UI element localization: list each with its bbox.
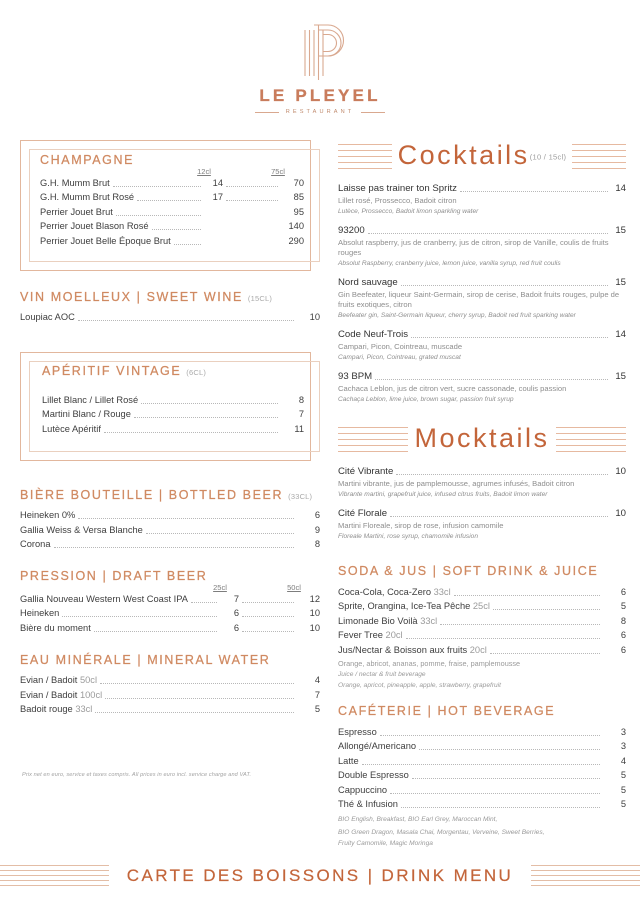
item-price: 11 (294, 423, 304, 434)
item-price: 3 (620, 741, 626, 751)
brand-name: LE PLEYEL (259, 86, 381, 105)
bottled-beer-section (20, 488, 320, 552)
footer-title: CARTE DES BOISSONS | DRINK MENU (126, 865, 514, 885)
menu-row (20, 538, 320, 551)
cocktail-description-en: Cachaça Leblon, lime juice, brown sugar, passion fruit syrup (338, 396, 514, 403)
leader-dots (62, 616, 217, 617)
item-price: 7 (314, 689, 320, 700)
leader-dots (368, 233, 608, 234)
leader-dots (406, 638, 600, 639)
cocktail-description-en: Campari, Picon, Cointreau, grated muscat (338, 354, 461, 361)
leader-dots (78, 518, 294, 519)
leader-dots (105, 698, 294, 699)
hot-sub-line2: BIO Green Dragon, Masala Chai, Morgentau, Verveine, Sweet Berries, (338, 829, 545, 836)
price-note: Prix net en euro, service et taxes compris. All prices in euro incl. service charge and VAT. (22, 772, 252, 778)
draft-beer-list (20, 593, 320, 635)
cocktail-item (338, 225, 626, 268)
lp-monogram-icon (292, 22, 348, 84)
cocktail-item (338, 183, 626, 216)
leader-dots (440, 624, 600, 625)
cocktail-name: Laisse pas trainer ton Spritz (338, 183, 457, 194)
item-name: Evian / Badoit 50cl (20, 675, 98, 685)
item-volume: 25cl (472, 601, 490, 611)
left-column (20, 140, 320, 716)
leader-dots (390, 516, 608, 517)
item-price: 8 (298, 394, 304, 405)
cocktail-item (338, 329, 626, 362)
leader-dots (152, 229, 201, 230)
item-price-large: 95 (293, 206, 304, 217)
champagne-list (40, 177, 304, 248)
item-price-small: 17 (212, 192, 223, 202)
cocktail-description-fr: Martini vibrante, jus de pamplemousse, agrumes infusés, Badoit citron (338, 479, 575, 488)
item-name: Double Espresso (338, 770, 409, 780)
menu-row (42, 394, 304, 407)
leader-dots (95, 712, 294, 713)
footer-lines-left (0, 865, 109, 886)
brand-logo (0, 22, 640, 115)
leader-dots-secondary (242, 631, 294, 632)
leader-dots (104, 432, 278, 433)
item-price: 3 (620, 726, 626, 737)
cocktail-item (338, 277, 626, 320)
item-name: Evian / Badoit 100cl (20, 689, 103, 700)
item-price: 5 (620, 770, 626, 780)
leader-dots (78, 320, 294, 321)
leader-dots (401, 807, 600, 808)
leader-dots (94, 631, 217, 632)
item-name: Lillet Blanc / Lillet Rosé (42, 394, 139, 405)
item-price-small: 14 (212, 177, 223, 188)
menu-row (42, 423, 304, 436)
leader-dots (411, 337, 608, 338)
rule-left (255, 112, 279, 113)
soda-heading: SODA & JUS | SOFT DRINK & JUICE (338, 564, 599, 578)
item-price-large: 70 (293, 177, 304, 188)
draft-col-50cl: 50cl (287, 583, 301, 592)
item-name: Perrier Jouet Belle Époque Brut (40, 235, 171, 246)
cocktail-price: 14 (615, 329, 626, 340)
right-column (338, 140, 626, 848)
leader-dots (380, 735, 600, 736)
item-price-large: 290 (288, 235, 304, 246)
item-price-large: 12 (309, 593, 320, 604)
menu-row (40, 177, 304, 190)
rule-right (361, 112, 385, 113)
leader-dots-secondary (242, 602, 294, 603)
leader-dots (134, 417, 278, 418)
soda-section (338, 564, 626, 690)
mineral-water-list (20, 674, 320, 716)
cocktail-price: 15 (615, 225, 626, 236)
champagne-col-75cl: 75cl (271, 167, 285, 176)
footer-lines-right (531, 865, 640, 886)
menu-row (338, 615, 626, 628)
hot-beverage-heading: CAFÉTERIE | HOT BEVERAGE (338, 704, 556, 718)
leader-dots-secondary (226, 200, 278, 201)
sweet-wine-volume: (15CL) (247, 293, 273, 303)
item-price-small: 6 (233, 608, 239, 618)
item-name: Thé & Infusion (338, 799, 398, 809)
item-name: Bière du moment (20, 622, 91, 633)
leader-dots-secondary (226, 215, 278, 216)
menu-row (338, 600, 626, 613)
item-name: Espresso (338, 726, 377, 737)
item-name: Jus/Nectar & Boisson aux fruits 20cl (338, 644, 487, 655)
menu-row (42, 408, 304, 421)
leader-dots (396, 474, 608, 475)
leader-dots (100, 683, 294, 684)
cocktail-price: 15 (615, 277, 626, 288)
leader-dots (490, 653, 600, 654)
cocktail-price: 14 (615, 183, 626, 194)
cocktail-description-en: Lutèce, Prossecco, Badoit limon sparkling water (338, 208, 479, 215)
cocktail-description-en: Beefeater gin, Saint-Germain liqueur, cherry syrup, Badoit red fruit sparking water (338, 312, 576, 319)
item-price: 4 (620, 755, 626, 766)
item-price-small: 6 (233, 622, 239, 633)
bottled-beer-heading-text: BIÈRE BOUTEILLE | BOTTLED BEER (20, 487, 284, 502)
aperitif-section (20, 352, 320, 452)
cocktail-description-fr: Campari, Picon, Cointreau, muscade (338, 342, 463, 351)
item-name: Gallia Nouveau Western West Coast IPA (20, 593, 188, 604)
menu-row (338, 726, 626, 739)
item-name: Sprite, Orangina, Ice-Tea Pêche 25cl (338, 601, 490, 611)
menu-row (338, 769, 626, 782)
brand-subtitle: RESTAURANT (285, 109, 355, 115)
menu-row (40, 235, 304, 248)
cocktail-description-en: Floreale Martini, rose syrup, chamomile infusion (338, 533, 478, 540)
item-name: Coca-Cola, Coca-Zero 33cl (338, 586, 451, 597)
menu-row (338, 586, 626, 599)
item-price: 8 (314, 539, 320, 549)
leader-dots (146, 533, 294, 534)
cocktail-name: Cité Vibrante (338, 466, 394, 477)
cocktails-title (338, 140, 626, 171)
item-volume: 33cl (75, 704, 93, 714)
champagne-section (20, 140, 320, 262)
menu-row (338, 784, 626, 797)
leader-dots (493, 609, 600, 610)
item-name: Loupiac AOC (20, 312, 75, 322)
menu-row (20, 524, 320, 537)
item-name: Heineken (20, 608, 60, 618)
cocktail-item (338, 508, 626, 541)
mocktails-list (338, 466, 626, 541)
item-name: Gallia Weiss & Versa Blanche (20, 524, 143, 535)
item-price-large: 10 (309, 622, 320, 633)
leader-dots (137, 200, 201, 201)
leader-dots (375, 379, 608, 380)
leader-dots-secondary (226, 186, 278, 187)
item-price: 4 (314, 675, 320, 685)
leader-dots-secondary (226, 244, 278, 245)
item-price: 9 (314, 524, 320, 535)
cocktail-description-fr: Cachaca Leblon, jus de citron vert, sucre cassonade, coulis passion (338, 384, 567, 393)
sweet-wine-list (20, 311, 320, 324)
aperitif-heading (42, 364, 304, 378)
leader-dots (174, 244, 201, 245)
item-price: 5 (620, 601, 626, 611)
champagne-column-headers (40, 167, 304, 176)
cocktail-description-fr: Gin Beefeater, liqueur Saint-Germain, sirop de cerise, Badoit fruits rouges, pulpe de fruits exotiques, citron (338, 290, 620, 309)
brand-subtitle-row (0, 109, 640, 115)
item-volume: 50cl (79, 675, 98, 685)
mocktails-title-text: Mocktails (414, 423, 550, 453)
item-price: 5 (314, 704, 320, 714)
cocktail-name: Code Neuf-Trois (338, 329, 409, 340)
cocktail-description-en: Absolut Raspberry, cranberry juice, lemon juice, vanilla syrup, red fruit coulis (338, 260, 561, 267)
leader-dots (191, 602, 217, 603)
menu-row (40, 191, 304, 204)
leader-dots-secondary (242, 616, 294, 617)
item-name: Limonade Bio Voilà 33cl (338, 615, 438, 626)
item-name: Badoit rouge 33cl (20, 704, 93, 714)
menu-row (40, 220, 304, 233)
cocktail-description-fr: Lillet rosé, Prossecco, Badoit citron (338, 196, 457, 205)
bottled-beer-volume: (33CL) (288, 491, 313, 501)
hot-beverage-section (338, 704, 626, 848)
menu-row (338, 740, 626, 753)
leader-dots (412, 778, 600, 779)
item-name: Martini Blanc / Rouge (42, 409, 131, 419)
menu-row (20, 703, 320, 716)
item-volume: 33cl (433, 586, 451, 597)
cocktails-title-block (338, 140, 626, 176)
cocktail-price: 10 (615, 508, 626, 519)
cocktail-item (338, 371, 626, 404)
cocktails-volume: (10 / 15cl) (529, 152, 567, 162)
menu-row (20, 622, 320, 635)
item-name: Perrier Jouet Blason Rosé (40, 221, 149, 231)
item-name: Lutèce Apéritif (42, 423, 101, 434)
champagne-heading: CHAMPAGNE (40, 153, 135, 167)
sweet-wine-heading (20, 290, 320, 304)
item-price: 6 (620, 586, 626, 597)
item-price: 5 (620, 784, 626, 795)
mineral-water-heading: EAU MINÉRALE | MINERAL WATER (20, 652, 271, 667)
draft-beer-section (20, 569, 320, 635)
item-price: 5 (620, 799, 626, 809)
item-price-large: 85 (293, 192, 304, 202)
champagne-col-12cl: 12cl (197, 167, 211, 176)
item-name: Cappuccino (338, 784, 388, 795)
item-price: 6 (620, 644, 626, 655)
item-name: G.H. Mumm Brut (40, 177, 110, 188)
menu-row (338, 798, 626, 811)
cocktail-description-fr: Absolut raspberry, jus de cranberry, jus de citron, sirop de Vanille, coulis de fruits rouges (338, 238, 609, 257)
menu-row (338, 629, 626, 642)
cocktail-name: 93200 (338, 225, 365, 236)
item-name: Allongé/Americano (338, 741, 417, 751)
menu-row (20, 311, 320, 324)
menu-row (20, 674, 320, 687)
soda-sub-en-list: Orange, apricot, pineapple, apple, strawberry, grapefruit (338, 682, 501, 689)
leader-dots (362, 764, 600, 765)
menu-row (338, 644, 626, 657)
leader-dots (390, 793, 600, 794)
item-price: 8 (620, 615, 626, 626)
cocktail-price: 15 (615, 371, 626, 382)
menu-row (20, 509, 320, 522)
soda-sub-fr: Orange, abricot, ananas, pomme, fraise, pamplemousse (338, 658, 521, 668)
item-volume: 33cl (420, 615, 438, 626)
item-price-large: 10 (309, 608, 320, 618)
draft-beer-column-headers (20, 583, 320, 592)
cocktail-description-en: Vibrante martini, grapefruit juice, infused citrus fruits, Badoit limon water (338, 491, 548, 498)
item-volume: 20cl (385, 630, 403, 640)
leader-dots-secondary (226, 229, 278, 230)
item-price-small: 7 (233, 593, 239, 604)
cocktail-item (338, 466, 626, 499)
menu-row (338, 755, 626, 768)
leader-dots (141, 403, 278, 404)
sweet-wine-heading-text: VIN MOELLEUX | SWEET WINE (20, 289, 243, 304)
cocktails-list (338, 183, 626, 404)
cocktail-description-fr: Martini Floreale, sirop de rose, infusion camomile (338, 521, 504, 530)
item-volume: 20cl (469, 644, 487, 655)
item-name: Fever Tree 20cl (338, 630, 403, 640)
item-name: Perrier Jouet Brut (40, 206, 113, 217)
leader-dots (460, 191, 608, 192)
item-name: Latte (338, 755, 359, 766)
leader-dots (116, 215, 201, 216)
aperitif-heading-text: APÉRITIF VINTAGE (42, 364, 182, 378)
soda-sub-en-label: Juice / nectar & fruit beverage (338, 671, 426, 678)
cocktail-price: 10 (615, 466, 626, 477)
sweet-wine-section (20, 290, 320, 325)
mocktails-title-block (338, 423, 626, 459)
menu-row (20, 593, 320, 606)
item-volume: 100cl (79, 689, 103, 700)
item-name: Heineken 0% (20, 510, 76, 520)
leader-dots (113, 186, 201, 187)
bottled-beer-list (20, 509, 320, 551)
item-name: Corona (20, 539, 51, 549)
cocktails-title-text: Cocktails (397, 140, 530, 170)
bottled-beer-heading (20, 488, 320, 502)
item-price-large: 140 (288, 221, 304, 231)
mineral-water-section (20, 653, 320, 717)
leader-dots (401, 285, 608, 286)
item-price: 10 (309, 312, 320, 322)
cocktail-name: 93 BPM (338, 371, 373, 382)
item-price: 6 (620, 630, 626, 640)
leader-dots (419, 749, 600, 750)
draft-col-25cl: 25cl (213, 583, 227, 592)
soda-list (338, 586, 626, 657)
item-name: G.H. Mumm Brut Rosé (40, 192, 135, 202)
menu-row (20, 689, 320, 702)
aperitif-volume: (6CL) (186, 368, 207, 377)
item-price: 6 (314, 510, 320, 520)
hot-sub-line1: BIO English, Breakfast, BIO Earl Grey, Maroccan Mint, (338, 816, 498, 823)
mocktails-title (338, 423, 626, 454)
menu-row (20, 607, 320, 620)
menu-row (40, 206, 304, 219)
hot-beverage-list (338, 726, 626, 812)
leader-dots (54, 547, 295, 548)
item-price: 7 (298, 409, 304, 419)
draft-beer-heading: PRESSION | DRAFT BEER (20, 569, 208, 583)
leader-dots (454, 595, 600, 596)
cocktail-name: Nord sauvage (338, 277, 398, 288)
page-footer (0, 865, 640, 886)
cocktail-name: Cité Florale (338, 508, 388, 519)
hot-sub-line3: Fruity Camomile, Magic Moringa (338, 840, 433, 847)
aperitif-list (42, 394, 304, 436)
